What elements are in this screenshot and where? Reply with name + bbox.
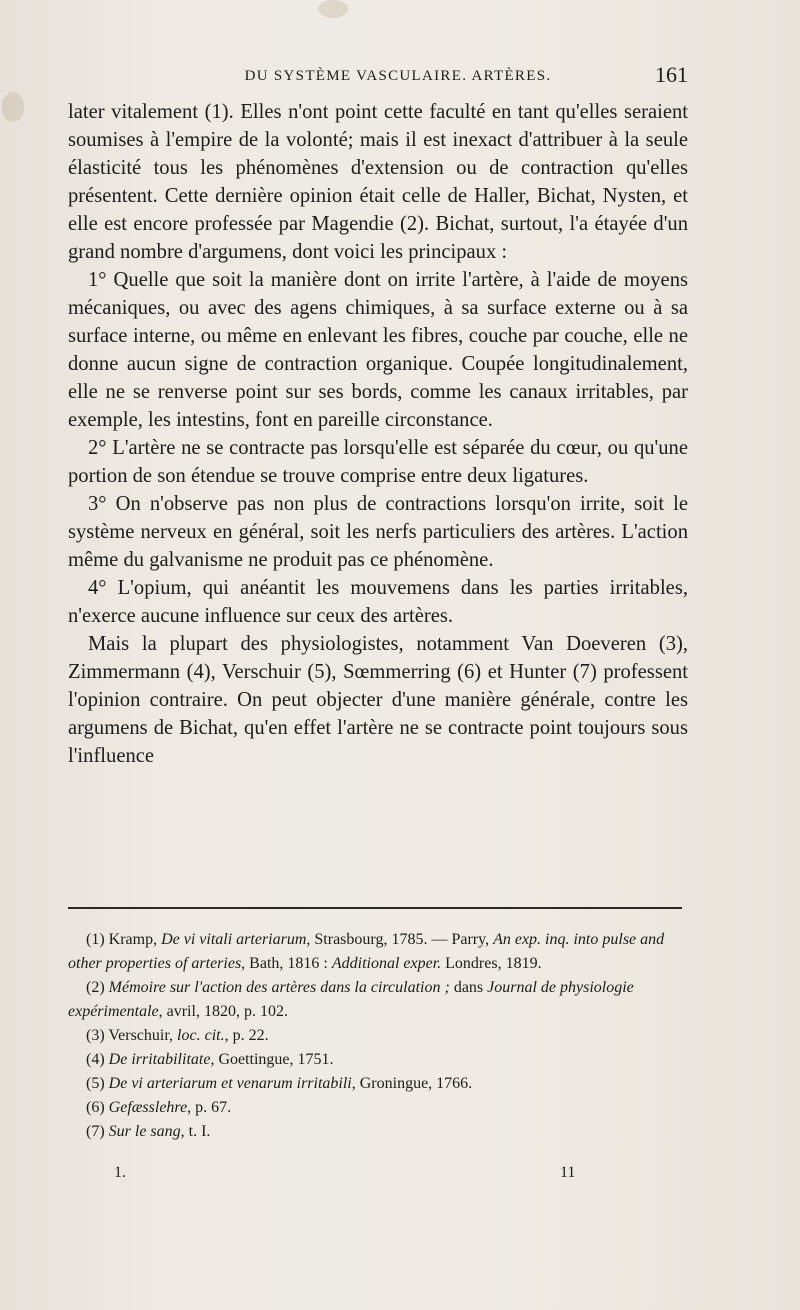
- page-number: 161: [655, 62, 688, 87]
- running-title: DU SYSTÈME VASCULAIRE. ARTÈRES.: [244, 68, 552, 84]
- footnote-4: (4) De irritabilitate, Goettingue, 1751.: [86, 1051, 334, 1068]
- page-header: [68, 62, 688, 94]
- main-text: [68, 98, 688, 770]
- paragraph: 3° On n'observe pas non plus de contractions lorsqu'on irrite, soit le système nerveux en général, soit les nerfs particuliers des artères. L'action même du galvanisme ne produit pas ce phénomène.: [68, 493, 688, 571]
- paragraph: 2° L'artère ne se contracte pas lorsqu'elle est séparée du cœur, ou qu'une portion de son étendue se trouve comprise entre deux ligatures.: [68, 437, 688, 487]
- footnote-7: (7) Sur le sang, t. I.: [86, 1123, 211, 1140]
- paragraph: 4° L'opium, qui anéantit les mouvemens dans les parties irritables, n'exerce aucune influence sur ceux des artères.: [68, 577, 688, 627]
- footnote-5: (5) De vi arteriarum et venarum irritabili, Groningue, 1766.: [86, 1075, 473, 1092]
- footnote-3: (3) Verschuir, loc. cit., p. 22.: [86, 1027, 269, 1044]
- sheet-number: 11: [560, 1164, 576, 1181]
- footnote-1: (1) Kramp, De vi vitali arteriarum, Strasbourg, 1785. — Parry, An exp. inq. into pulse and other properties of arteries, Bath, 1816 : Additional exper. Londres, 1819.: [68, 931, 665, 972]
- paragraph: Mais la plupart des physiologistes, notamment Van Doeveren (3), Zimmermann (4), Verschuir (5), Sœmmerring (6) et Hunter (7) professent l'opinion contraire. On peut objecter d'une manière générale, contre les argumens de Bichat, qu'en effet l'artère ne se contracte point toujours sous l'influence: [68, 633, 688, 767]
- footnote-divider: [68, 907, 682, 909]
- paper-stain: [2, 92, 24, 122]
- signature-mark: 1.: [114, 1164, 126, 1181]
- footnote-2: (2) Mémoire sur l'action des artères dans la circulation ; dans Journal de physiologie expérimentale, avril, 1820, p. 102.: [68, 979, 634, 1020]
- paragraph: 1° Quelle que soit la manière dont on irrite l'artère, à l'aide de moyens mécaniques, ou avec des agens chimiques, à sa surface externe ou à sa surface interne, ou même en enlevant les fibres, couche par couche, elle ne donne aucun signe de contraction organique. Coupée longitudinalement, elle ne se renverse point sur ses bords, comme les canaux irritables, par exemple, les intestins, font en pareille circonstance.: [68, 269, 688, 431]
- footnote-6: (6) Gefæsslehre, p. 67.: [86, 1099, 232, 1116]
- paragraph: later vitalement (1). Elles n'ont point cette faculté en tant qu'elles seraient soumises à l'empire de la volonté; mais il est inexact d'attribuer à la seule élasticité tous les phénomènes d'extension ou de contraction qu'elles présentent. Cette dernière opinion était celle de Haller, Bichat, Nysten, et elle est encore professée par Magendie (2). Bichat, surtout, l'a étayée d'un grand nombre d'argumens, dont voici les principaux :: [68, 101, 688, 263]
- paper-stain: [318, 0, 348, 18]
- footnotes: [68, 928, 688, 1144]
